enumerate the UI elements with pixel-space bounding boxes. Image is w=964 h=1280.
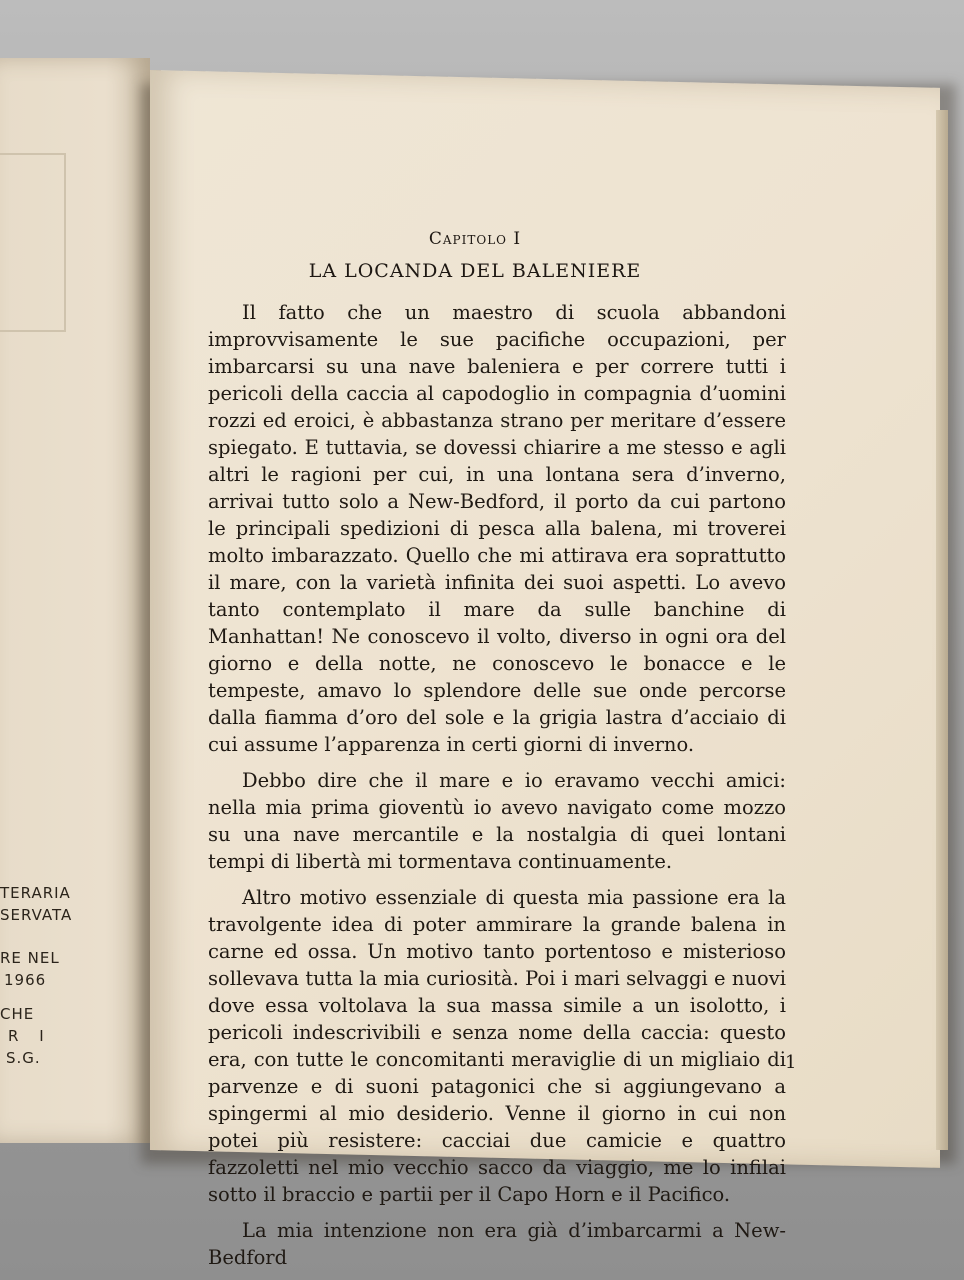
page-edge	[936, 110, 948, 1150]
paragraph: Il fatto che un maestro di scuola abbandoni improvvisamente le sue pacifiche occupazioni, per imbarcarsi su una nave baleniera e per correre tutti i pericoli della caccia al capodoglio in compagnia d’uomini rozzi ed eroici, è abbastanza strano per meritare d’essere spiegato. E tuttavia, se dovessi chiarire a me stesso e agli altri le ragioni per cui, in una lontana sera d’inverno, arrivai tutto solo a New-Bedford, il porto da cui partono le principali spedizioni di pesca alla balena, mi troverei molto imbarazzato. Quello che mi attirava era soprattutto il mare, con la varietà infinita dei suoi aspetti. Lo avevo tanto contemplato il mare da sulle banchine di Manhattan! Ne conoscevo il volto, diverso in ogni ora del giorno e della notte, ne conoscevo le bonacce e le tempeste, amavo lo splendore delle sue onde percorse dalla fiamma d’oro del sole e la grigia lastra d’acciaio di cui assume l’apparenza in certi giorni di inverno.	[208, 301, 786, 756]
paragraph: La mia intenzione non era già d’imbarcarmi a New-Bedford	[208, 1219, 786, 1269]
paragraph: Debbo dire che il mare e io eravamo vecchi amici: nella mia prima gioventù io avevo navigato come mozzo su una nave mercantile e la nostalgia di quei lontani tempi di libertà mi tormentava continuamente.	[208, 769, 786, 873]
chapter-title: LA LOCANDA DEL BALENIERE	[308, 260, 642, 282]
imprint-line: 1966	[4, 971, 47, 989]
imprint-line: RE NEL	[0, 949, 60, 967]
imprint-line: R I	[8, 1027, 52, 1045]
left-page	[0, 58, 150, 1143]
chapter-label: Capitolo I	[428, 229, 522, 249]
imprint-line: SERVATA	[0, 906, 73, 924]
imprint-line: S.G.	[6, 1049, 41, 1067]
page-number: 1	[785, 1052, 797, 1073]
imprint-line: TERARIA	[0, 884, 71, 902]
chapter-body	[208, 299, 786, 1280]
left-page-frame	[0, 153, 66, 332]
imprint-line: CHE	[0, 1005, 35, 1023]
paragraph: Altro motivo essenziale di questa mia passione era la travolgente idea di poter ammirare la grande balena in carne ed ossa. Un motivo tanto portentoso e misterioso sollevava tutta la mia curiosità. Poi i mari selvaggi e nuovi dove essa voltolava la sua massa simile a un isolotto, i pericoli indescrivibili e senza nome della caccia: questo era, con tutte le concomitanti meraviglie di un migliaio di parvenze e di suoni patagonici che si aggiungevano a spingermi al mio desiderio. Venne il giorno in cui non potei più resistere: cacciai due camicie e quattro fazzoletti nel mio vecchio sacco da viaggio, me lo infilai sotto il braccio e partii per il Capo Horn e il Pacifico.	[208, 886, 786, 1206]
